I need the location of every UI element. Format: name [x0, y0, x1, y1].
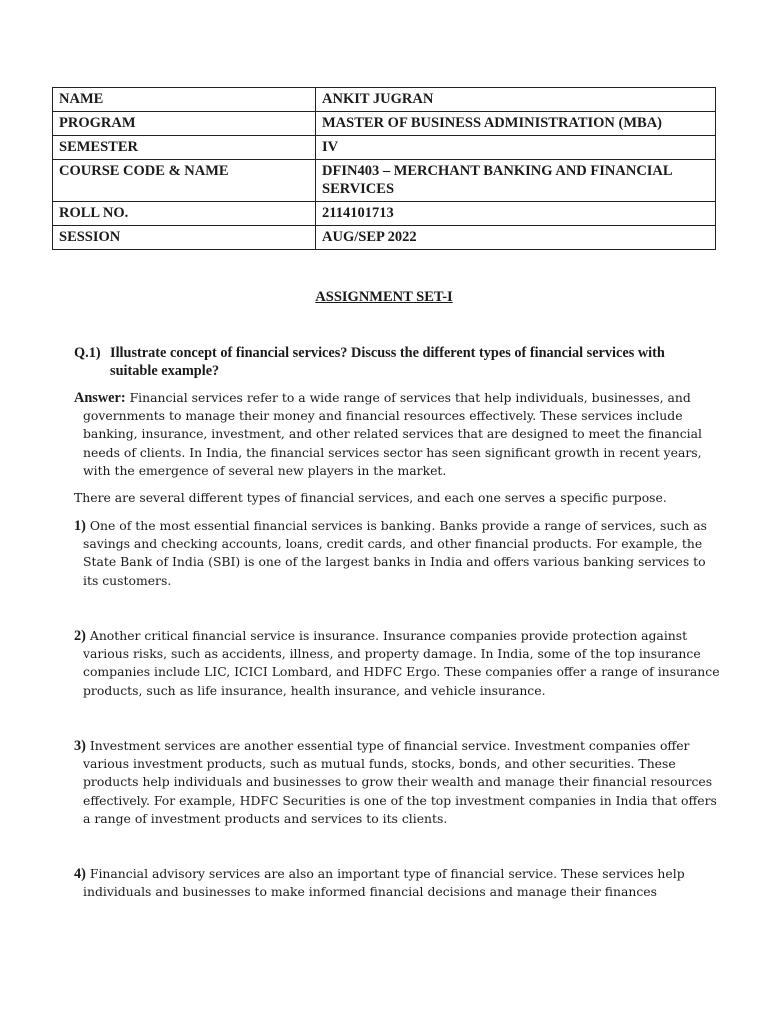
name-value: ANKIT JUGRAN	[316, 88, 716, 112]
session-label: SESSION	[53, 226, 316, 250]
roll-no-value: 2114101713	[316, 202, 716, 226]
program-value: MASTER OF BUSINESS ADMINISTRATION (MBA)	[316, 112, 716, 136]
table-row	[53, 160, 716, 202]
point-2	[74, 627, 723, 700]
point-text: Investment services are another essential type of financial service. Investment companies offer various investment products, such as mutual funds, stocks, bonds, and other securities. These products help individuals and businesses to grow their wealth and manage their financial resources effectively. For example, HDFC Securities is one of the top investment companies in India that offers a range of investment products and services to its clients.	[83, 738, 717, 826]
course-value: DFIN403 – MERCHANT BANKING AND FINANCIAL SERVICES	[316, 160, 716, 202]
table-row	[53, 136, 716, 160]
point-number: 3)	[74, 738, 86, 754]
intro-paragraph: There are several different types of financial services, and each one serves a specific purpose.	[74, 490, 667, 505]
assignment-heading: ASSIGNMENT SET-I	[315, 289, 453, 305]
roll-no-label: ROLL NO.	[53, 202, 316, 226]
point-text: Financial advisory services are also an important type of financial service. These services help individuals and businesses to make informed financial decisions and manage their finances	[83, 866, 685, 900]
name-label: NAME	[53, 88, 316, 112]
question-text: Illustrate concept of financial services? Discuss the different types of financial services with suitable example?	[110, 345, 665, 379]
table-row	[53, 202, 716, 226]
answer-paragraph	[74, 389, 723, 480]
point-3	[74, 737, 723, 828]
semester-value: IV	[316, 136, 716, 160]
point-4	[74, 865, 723, 901]
course-label: COURSE CODE & NAME	[53, 160, 316, 202]
answer-text: Financial services refer to a wide range of services that help individuals, businesses, and governments to manage their money and financial resources effectively. These services include banking, insurance, investment, and other related services that are designed to meet the financial needs of clients. In India, the financial services sector has seen significant growth in recent years, with the emergence of several new players in the market.	[83, 390, 702, 478]
table-row	[53, 226, 716, 250]
student-info-table	[52, 87, 716, 250]
question-1	[74, 344, 714, 380]
question-number: Q.1)	[74, 345, 101, 361]
session-value: AUG/SEP 2022	[316, 226, 716, 250]
point-number: 4)	[74, 866, 86, 882]
point-text: Another critical financial service is insurance. Insurance companies provide protection against various risks, such as accidents, illness, and property damage. In India, some of the top insurance companies include LIC, ICICI Lombard, and HDFC Ergo. These companies offer a range of insurance products, such as life insurance, health insurance, and vehicle insurance.	[83, 628, 720, 698]
answer-label: Answer:	[74, 390, 126, 406]
point-number: 2)	[74, 628, 86, 644]
table-row	[53, 112, 716, 136]
point-number: 1)	[74, 518, 86, 534]
point-text: One of the most essential financial services is banking. Banks provide a range of services, such as savings and checking accounts, loans, credit cards, and other financial products. For example, the State Bank of India (SBI) is one of the largest banks in India and offers various banking services to its customers.	[83, 518, 707, 588]
table-row	[53, 88, 716, 112]
point-1	[74, 517, 723, 590]
semester-label: SEMESTER	[53, 136, 316, 160]
program-label: PROGRAM	[53, 112, 316, 136]
